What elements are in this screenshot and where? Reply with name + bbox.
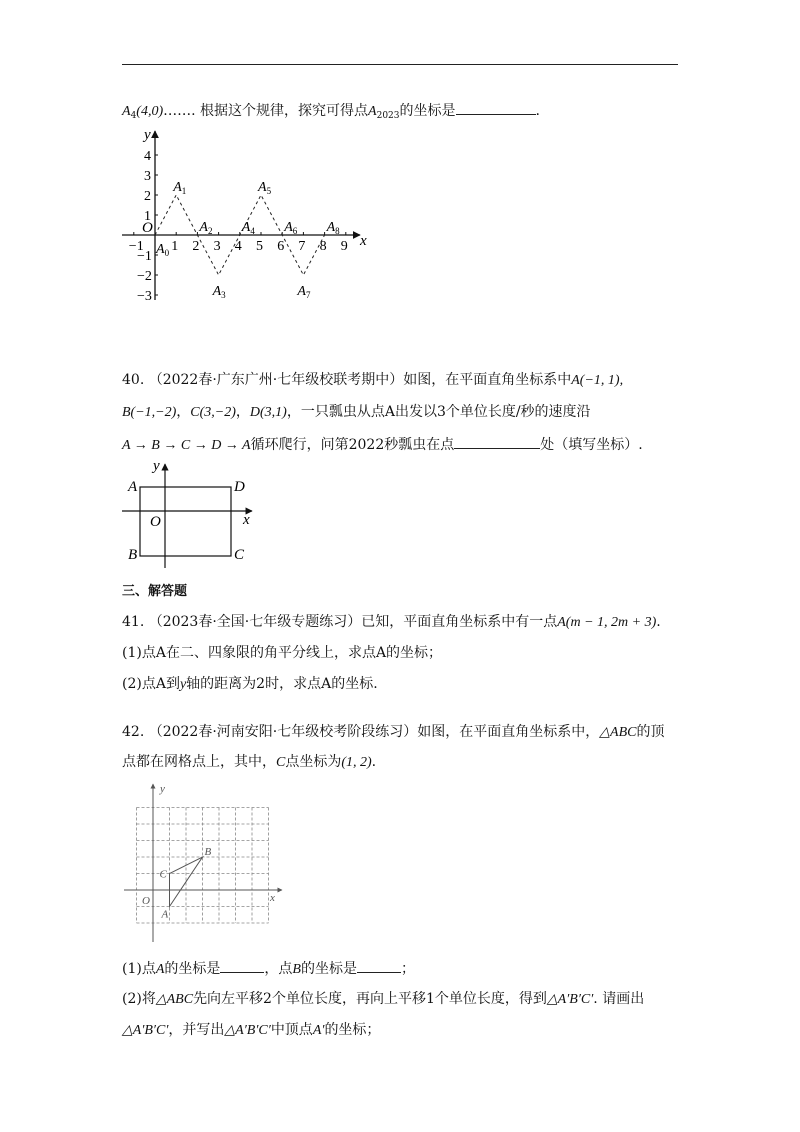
q42-c-coord: (1, 2)	[341, 755, 372, 770]
q40-sep-1: ，	[176, 404, 191, 420]
q39-ellipsis: ……	[163, 103, 192, 119]
x-tick-label: 7	[298, 239, 306, 254]
point-label: $A_6$	[284, 220, 298, 236]
q42-line2	[122, 752, 376, 773]
q39-end: .	[535, 103, 540, 119]
y-tick-label: −1	[137, 249, 152, 264]
q42-part2-text-1: (2)将	[122, 991, 156, 1007]
q39-coord: (4,0)	[136, 104, 164, 119]
label-y: y	[160, 783, 165, 795]
q42-line1	[122, 722, 664, 743]
label-a: A	[161, 908, 169, 921]
y-tick-label: 1	[144, 209, 151, 224]
label-x: x	[243, 512, 250, 528]
label-b: B	[204, 846, 212, 858]
q41-axis: y	[179, 677, 187, 692]
q40-text-3: 循环爬行，问第2022秒瓢虫在点	[250, 437, 455, 453]
q42-part2-line1	[122, 989, 644, 1010]
q39-tail: 的坐标是	[399, 103, 456, 119]
q42-part1-text-4: 的坐标是	[300, 961, 357, 977]
y-axis-label: y	[144, 127, 151, 143]
y-tick-label: 3	[144, 169, 151, 184]
q42-part2-text-6: 的坐标；	[324, 1022, 381, 1038]
q40-point-b: B(−1,−2)	[122, 405, 177, 420]
origin-label: O	[142, 220, 153, 236]
q39-point-sub: 4	[130, 111, 137, 121]
q40-point-c: C(3,−2)	[190, 405, 236, 420]
q42-end: .	[371, 754, 377, 770]
q42-part2-tri-4: △A′B′C′	[224, 1023, 271, 1038]
q39-point-label: A	[122, 104, 131, 119]
point-label: $A_3$	[212, 284, 226, 300]
y-tick-label: −3	[137, 289, 152, 304]
y-tick-label: −2	[137, 269, 152, 284]
x-tick-label: 5	[256, 239, 263, 254]
q42-part2-text-2: 先向左平移2个单位长度，再向上平移1个单位长度，得到	[193, 991, 547, 1007]
q42-text-2: 的顶	[636, 724, 665, 740]
q42-text-3: 点都在网格点上，其中，	[122, 754, 276, 770]
header-rule	[122, 64, 678, 65]
label-y: y	[153, 458, 160, 474]
q41-end: .	[656, 614, 661, 630]
q40-line1	[122, 370, 623, 391]
label-b: B	[128, 547, 138, 563]
zigzag-coordinate-graph	[110, 125, 380, 305]
x-tick-label: 2	[192, 239, 200, 254]
q42-text-4: 点坐标为	[285, 754, 342, 770]
q42-part1-text-3: ，点	[264, 961, 293, 977]
label-o: O	[142, 895, 150, 907]
x-tick-label: 8	[319, 239, 327, 254]
q40-point-d: D(3,1)	[249, 405, 287, 420]
q40-point-a: A(−1, 1),	[571, 373, 624, 388]
point-label: $A_5$	[258, 180, 272, 196]
q42-part2-text-3: . 请画出	[593, 991, 645, 1007]
rectangle-coordinate-graph	[120, 458, 270, 570]
section-heading: 三、解答题	[122, 584, 188, 599]
q42-part2-tri-3: △A′B′C′	[122, 1023, 169, 1038]
q42-part2-tri-2: △A′B′C′	[546, 992, 594, 1007]
q41-point: A(m − 1, 2m + 3)	[557, 615, 657, 630]
q42-part1-text-2: 的坐标是	[164, 961, 221, 977]
q42-point-c: C	[276, 755, 286, 770]
y-tick-label: 2	[144, 189, 151, 204]
label-d: D	[234, 479, 245, 495]
q41-part1: (1)点A在二、四象限的角平分线上，求点A的坐标；	[122, 645, 443, 661]
q42-part2-text-5: 中顶点	[270, 1022, 313, 1038]
q40-answer-blank[interactable]	[454, 434, 540, 449]
x-axis-label: x	[360, 233, 367, 249]
q42-triangle: △ABC	[599, 725, 637, 740]
q39-target-point: A	[368, 104, 377, 119]
label-o: O	[150, 514, 161, 530]
label-c: C	[234, 547, 245, 563]
q42-part2-tri-1: △ABC	[155, 992, 194, 1007]
q41-part2-text-2: 轴的距离为2时，求点A的坐标.	[186, 676, 378, 692]
q39-answer-blank[interactable]	[456, 100, 536, 115]
q40-line3	[122, 434, 643, 456]
q39-target-sub: 2023	[376, 111, 400, 121]
x-tick-label: 3	[213, 239, 221, 254]
q42-part2-a-prime: A′	[312, 1023, 325, 1038]
q41-part2-text-1: (2)点A到	[122, 676, 180, 692]
x-tick-label: 9	[340, 239, 348, 254]
point-label: $A_0$	[156, 242, 170, 258]
q40-text-1: 40. （2022春·广东广州·七年级校联考期中）如图，在平面直角坐标系中	[122, 372, 572, 388]
q40-route: A → B → C → D → A	[122, 438, 251, 453]
point-label: $A_7$	[297, 284, 311, 300]
point-label: $A_1$	[173, 180, 187, 196]
point-label: $A_2$	[199, 220, 213, 236]
label-c: C	[159, 868, 167, 881]
q40-line2	[122, 402, 591, 423]
point-label: $A_8$	[326, 220, 340, 236]
q42-part1-end: ；	[400, 961, 415, 977]
q42-part1-a: A	[155, 962, 165, 977]
q39-line	[122, 100, 540, 126]
label-x: x	[270, 892, 275, 904]
y-tick-label: 4	[144, 149, 151, 164]
x-tick-label: 4	[234, 239, 242, 254]
point-label: $A_4$	[241, 220, 255, 236]
q42-a-answer-blank[interactable]	[220, 958, 264, 973]
q42-text-1: 42. （2022春·河南安阳·七年级校考阶段练习）如图，在平面直角坐标系中，	[122, 724, 600, 740]
q39-text: . 根据这个规律，探究可得点	[191, 103, 369, 119]
q40-sep-2: ，	[235, 404, 250, 420]
q41-line1	[122, 612, 661, 633]
x-tick-label: −1	[128, 239, 144, 254]
q40-text-2: ，一只瓢虫从点A出发以3个单位长度/秒的速度沿	[286, 404, 591, 420]
x-tick-label: 6	[277, 239, 285, 254]
q40-text-4: 处（填写坐标）.	[540, 437, 643, 453]
q42-part2-line2	[122, 1020, 380, 1041]
q41-part2	[122, 674, 378, 695]
q42-part1-text-1: (1)点	[122, 961, 156, 977]
q42-part2-text-4: ，并写出	[168, 1022, 225, 1038]
label-a: A	[128, 479, 138, 495]
q41-text-1: 41. （2023春·全国·七年级专题练习）已知，平面直角坐标系中有一点	[122, 614, 558, 630]
x-tick-label: 1	[171, 239, 179, 254]
q42-b-answer-blank[interactable]	[357, 958, 401, 973]
q42-part1-b: B	[292, 962, 301, 977]
triangle-grid-graph	[122, 780, 292, 950]
q42-part1	[122, 958, 415, 980]
